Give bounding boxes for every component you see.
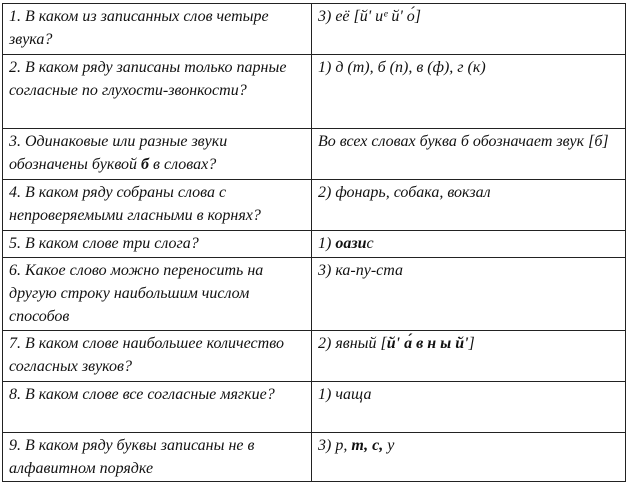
answer-prefix: 3) р, xyxy=(318,437,352,454)
question-text-end: в словах? xyxy=(149,156,217,173)
answer-suffix: ] xyxy=(468,335,475,352)
answer-cell xyxy=(312,433,626,482)
question-cell: 4. В каком ряду собраны слова с непроверяемыми гласными в корнях? xyxy=(3,180,312,231)
answer-cell: 3) её [й' иᵉ й' о́] xyxy=(312,4,626,55)
answer-suffix: с xyxy=(366,235,374,252)
answer-cell: 3) ка-пу-ста xyxy=(312,258,626,331)
answer-prefix: 2) явный [ xyxy=(318,335,387,352)
table-row xyxy=(3,180,626,231)
table-row xyxy=(3,382,626,433)
question-cell xyxy=(3,129,312,180)
table-row xyxy=(3,129,626,180)
table-row xyxy=(3,231,626,258)
qa-table xyxy=(2,3,626,482)
question-cell: 2. В каком ряду записаны только парные согласные по глухости-звонкости? xyxy=(3,55,312,129)
answer-cell: Во всех словах буква б обозначает звук [б] xyxy=(312,129,626,180)
table-row xyxy=(3,433,626,482)
table-row xyxy=(3,258,626,331)
question-cell: 6. Какое слово можно переносить на другую строку наибольшим числом способов xyxy=(3,258,312,331)
answer-cell xyxy=(312,331,626,382)
answer-suffix: у xyxy=(383,437,395,454)
answer-cell xyxy=(312,231,626,258)
answer-bold-letters: т, с, xyxy=(351,437,384,454)
question-cell: 8. В каком слове все согласные мягкие? xyxy=(3,382,312,433)
question-cell: 9. В каком ряду буквы записаны не в алфавитном порядке xyxy=(3,433,312,482)
answer-bold-syllables: оази xyxy=(335,235,367,252)
answer-cell: 1) чаща xyxy=(312,382,626,433)
table-row xyxy=(3,4,626,55)
answer-cell: 1) д (т), б (п), в (ф), г (к) xyxy=(312,55,626,129)
table-row xyxy=(3,331,626,382)
question-cell: 7. В каком слове наибольшее количество согласных звуков? xyxy=(3,331,312,382)
question-cell: 5. В каком слове три слога? xyxy=(3,231,312,258)
question-cell: 1. В каком из записанных слов четыре звука? xyxy=(3,4,312,55)
answer-cell: 2) фонарь, собака, вокзал xyxy=(312,180,626,231)
answer-bold-consonants: й' а́ в н ы й' xyxy=(386,335,469,352)
table-row xyxy=(3,55,626,129)
question-bold-letter: б xyxy=(141,156,150,173)
answer-prefix: 1) xyxy=(318,235,336,252)
question-text: 3. Одинаковые или разные звуки обозначены буквой xyxy=(9,133,228,173)
